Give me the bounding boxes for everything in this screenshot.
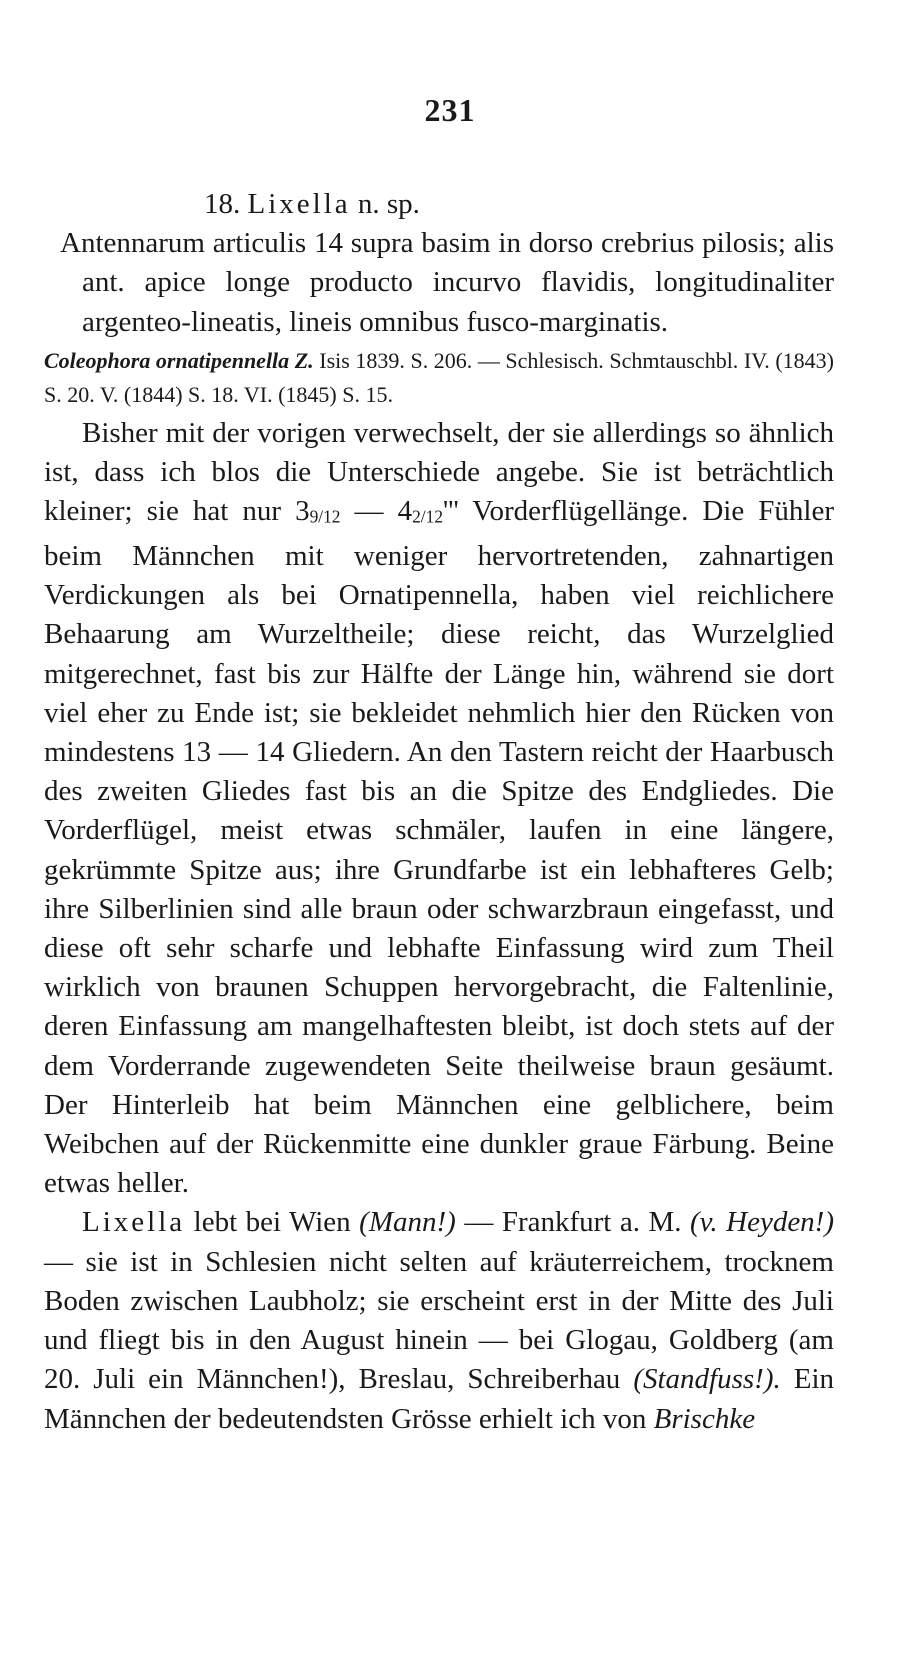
fraction-1: 9/12 [309,506,341,527]
text-block [44,185,834,1439]
species-genus: Lixella [247,188,351,220]
para2-text-4: Ein Männchen der bedeutendsten Grösse erhielt ich von [44,1363,834,1435]
para2-italic-3: (Standfuss!). [633,1363,781,1396]
reference-text: Isis 1839. S. 206. — Schlesisch. Schmtauschbl. IV. (1843) S. 20. V. (1844) S. 18. VI. (1845) S. 15. [44,347,834,407]
para1-middle: — 4 [340,495,413,528]
reference-species: Coleophora ornatipennella Z. [44,347,314,373]
para1-before: Bisher mit der vorigen verwechselt, der sie allerdings so ähnlich ist, dass ich blos die Unterschiede angebe. Sie ist beträchtlich kleiner; sie hat nur 3 [44,416,834,528]
fraction-2: 2/12 [412,506,444,527]
para2-text-2: — Frankfurt a. M. [455,1206,690,1239]
para1-after: ''' Vorderflügellänge. Die Fühler beim Männchen mit weniger hervortretenden, zahnartigen Verdickungen als bei Ornatipennella, haben viel reichlichere Behaarung am Wurzeltheile; diese reicht, das Wurzelglied mitgerechnet, fast bis zur Hälfte der Länge hin, während sie dort viel eher zu Ende ist; sie bekleidet nehmlich hier den Rücken von mindestens 13 — 14 Gliedern. An den Tastern reicht der Haarbusch des zweiten Gliedes fast bis an die Spitze des Endgliedes. Die Vorderflügel, meist etwas schmäler, laufen in eine längere, gekrümmte Spitze aus; ihre Grundfarbe ist ein lebhafteres Gelb; ihre Silberlinien sind alle braun oder schwarzbraun eingefasst, und diese oft sehr scharfe und lebhafte Einfassung wird zum Theil wirklich von braunen Schuppen hervorgebracht, die Faltenlinie, deren Einfassung am mangelhaftesten bleibt, ist doch stets auf der dem Vorderrande zugewendeten Seite theilweise braun gesäumt. Der Hinterleib hat beim Männchen eine gelblichere, beim Weibchen auf der Rückenmitte eine dunkler graue Färbung. Beine etwas heller. [44,495,835,1200]
para2-italic-2: (v. Heyden!) [690,1206,834,1239]
latin-diagnosis: Antennarum articulis 14 supra basim in dorso crebrius pilosis; alis ant. apice longe producto incurvo flavidis, longitudinaliter argenteo-lineatis, lineis omnibus fusco-marginatis. [60,227,834,338]
description-paragraph [44,414,834,1204]
distribution-paragraph [44,1203,834,1438]
species-heading [44,185,834,224]
para2-italic-4: Brischke [653,1402,756,1435]
para2-text-1: lebt bei Wien [185,1206,360,1239]
page-number: 231 [424,92,476,128]
references [44,344,834,412]
species-suffix: n. sp. [357,188,420,220]
para2-italic-1: (Mann!) [359,1206,456,1239]
para2-genus: Lixella [82,1206,186,1239]
para2-text-3: — sie ist in Schlesien nicht selten auf kräuterreichem, trocknem Boden zwischen Laubholz; sie erscheint erst in der Mitte des Juli und fliegt bis in den August hinein — bei Glogau, Goldberg (am 20. Juli ein Männchen!), Breslau, Schreiberhau [44,1245,834,1396]
species-number: 18. [204,188,241,220]
